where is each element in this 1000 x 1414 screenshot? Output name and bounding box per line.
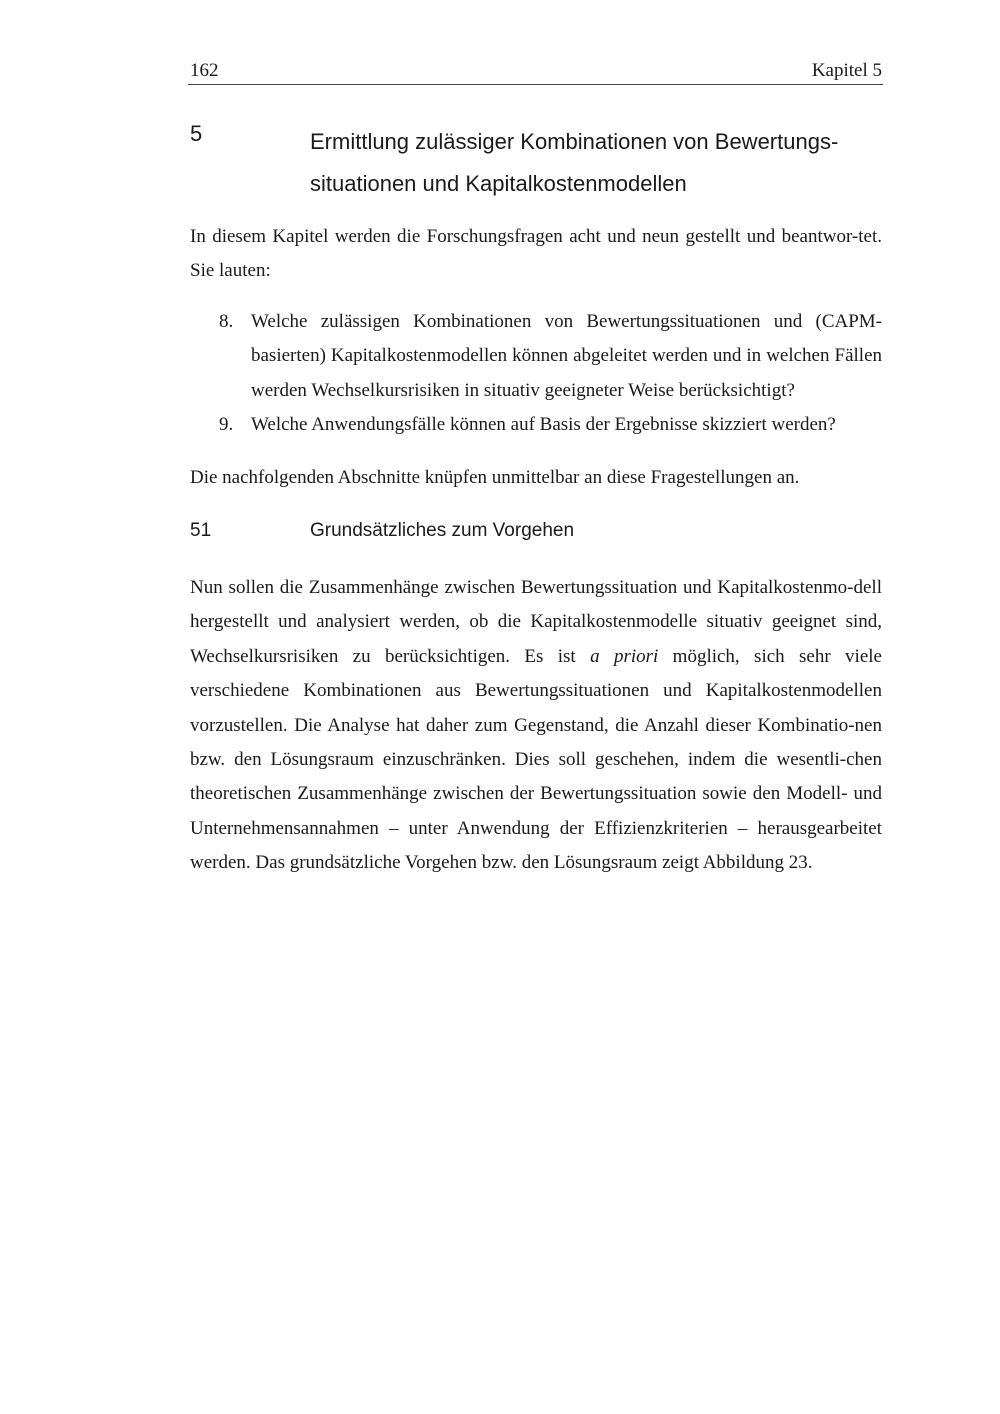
question-list bbox=[190, 305, 882, 443]
list-item bbox=[190, 305, 882, 408]
list-item bbox=[190, 408, 882, 442]
section-title-line-2: situationen und Kapitalkostenmodellen bbox=[310, 171, 687, 196]
running-header-chapter: Kapitel 5 bbox=[811, 60, 882, 81]
header-rule bbox=[188, 84, 883, 85]
body-emphasis: a priori bbox=[590, 645, 659, 667]
list-item-text: Welche zulässigen Kombinationen von Bewertungssituationen und (CAPM-basierten) Kapitalkostenmodellen können abgeleitet werden und in welchen Fällen werden Wechselkursrisiken in situativ geeigneter Weise berücksichtigt? bbox=[251, 311, 882, 401]
body-text-part-1: Nun sollen die Zusammenhänge zwischen Bewertungssituation und Kapitalkostenmo-dell hergestellt und analysiert werden, ob die Kapitalkostenmodelle situativ geeignet sind, Wechselkursrisiken zu berücksichtigen. Es ist bbox=[190, 577, 882, 667]
transition-paragraph: Die nachfolgenden Abschnitte knüpfen unmittelbar an diese Fragestellungen an. bbox=[190, 467, 800, 488]
section-title-line-1: Ermittlung zulässiger Kombinationen von Bewertungs- bbox=[310, 129, 839, 154]
list-item-number: 9. bbox=[219, 414, 234, 436]
subsection-title: Grundsätzliches zum Vorgehen bbox=[310, 520, 575, 541]
intro-paragraph: In diesem Kapitel werden die Forschungsfragen acht und neun gestellt und beantwor-tet. Sie lauten: bbox=[190, 226, 882, 282]
section-number: 5 bbox=[190, 121, 203, 146]
body-text-part-2: möglich, sich sehr viele verschiedene Kombinationen aus Bewertungssituationen und Kapitalkostenmodellen vorzustellen. Die Analyse hat daher zum Gegenstand, die Anzahl dieser Kombinatio-nen bzw. den Lösungsraum einzuschränken. Dies soll geschehen, indem die wesentli-chen theoretischen Zusammenhänge zwischen der Bewertungssituation sowie den Modell- und Unternehmensannahmen – unter Anwendung der Effizienzkriterien – herausgearbeitet werden. Das grundsätzliche Vorgehen bzw. den Lösungsraum zeigt Abbildung 23. bbox=[190, 645, 882, 874]
subsection-number: 51 bbox=[190, 520, 212, 541]
body-paragraph bbox=[190, 571, 882, 881]
page-number: 162 bbox=[190, 60, 219, 81]
section-title bbox=[310, 121, 885, 205]
list-item-text: Welche Anwendungsfälle können auf Basis der Ergebnisse skizziert werden? bbox=[251, 414, 836, 436]
list-item-number: 8. bbox=[219, 311, 234, 332]
